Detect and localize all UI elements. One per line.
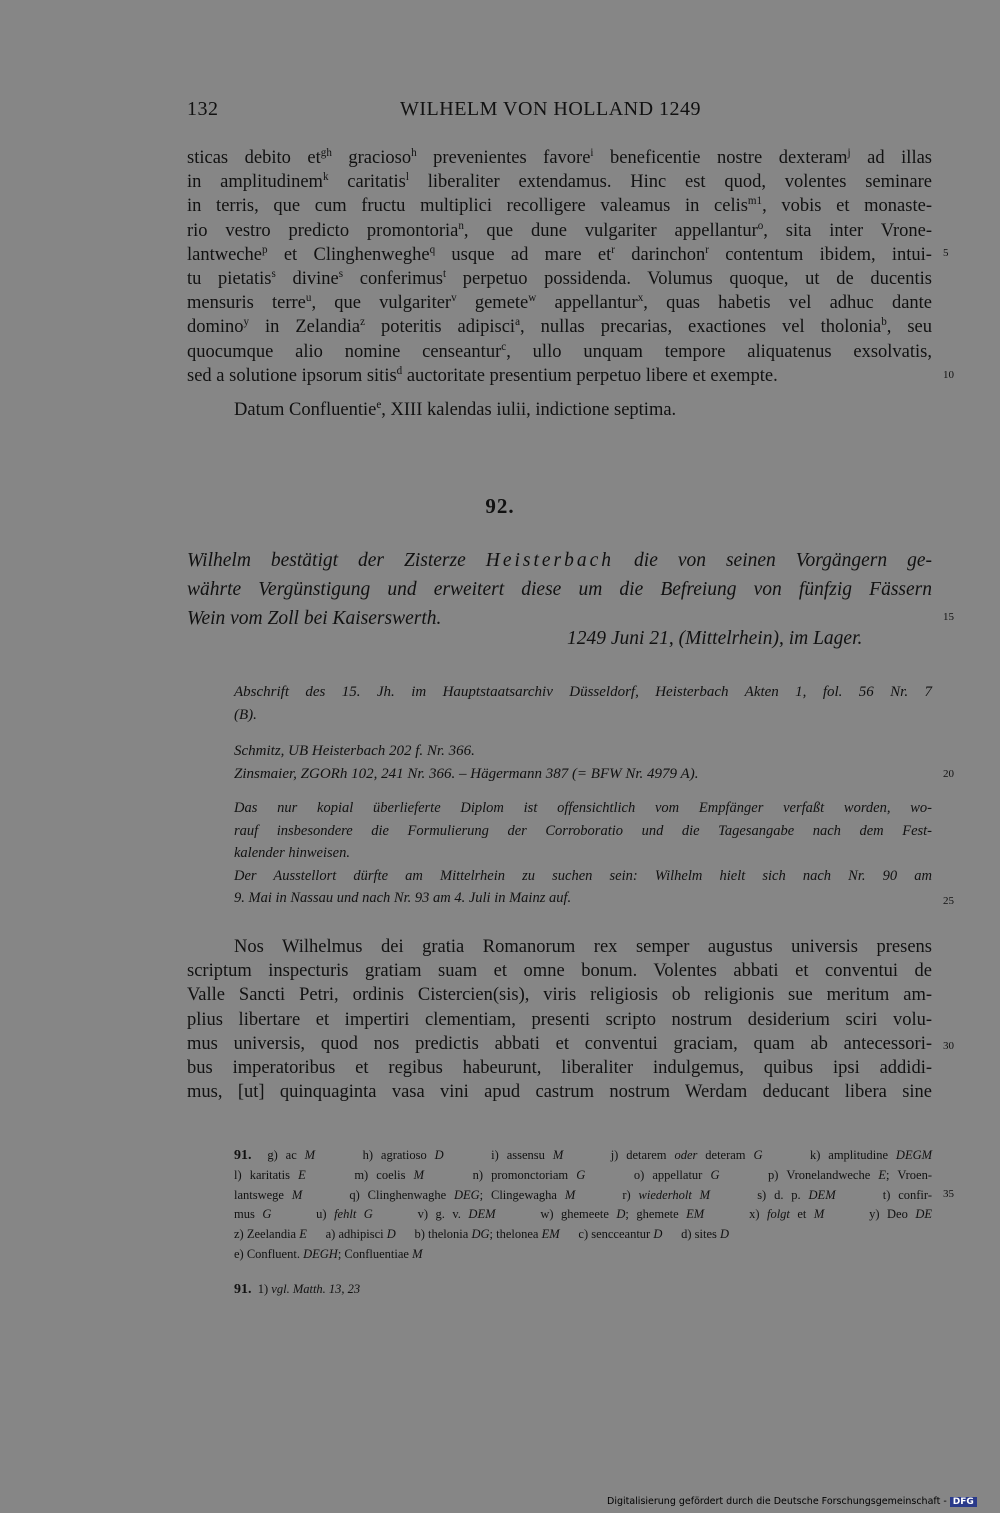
prev-doc-line: rio vestro predicto promontoria$^n$, que dune vulgariter appellantur$^o$, sita inter Vrone- bbox=[187, 219, 932, 241]
main-text-line: Nos Wilhelmus dei gratia Romanorum rex semper augustus universis presens bbox=[234, 937, 932, 957]
line-number: 10 bbox=[943, 369, 954, 381]
comment-line: Der Ausstellort dürfte am Mittelrhein zu suchen sein: Wilhelm hielt sich nach Nr. 90 am bbox=[234, 867, 932, 884]
regest-date: 1249 Juni 21, (Mittelrhein), im Lager. bbox=[567, 628, 863, 649]
footnote-line: 91. g) ac M h) agratioso D i) assensu M j) detarem oder deteram G k) amplitudine DEGM bbox=[234, 1148, 933, 1163]
footnote-line: z) Zeelandia E a) adhipisci D b) thelonia DG; thelonea EM c) sencceantur D d) sites D bbox=[234, 1227, 730, 1242]
footnote-2: 91. 1) vgl. Matth. 13, 23 bbox=[234, 1282, 361, 1297]
main-text-line: mus universis, quod nos predictis abbati et conventui graciam, quam ab antecessori- bbox=[187, 1033, 932, 1054]
prev-doc-line: sed a solutione ipsorum sitis$^d$ auctoritate presentium perpetuo libere et exempte. bbox=[187, 364, 778, 386]
datum-line: Datum Confluentie$^e$, XIII kalendas iulii, indictione septima. bbox=[234, 398, 677, 420]
main-text-line: scriptum inspecturis gratiam suam et omne bonum. Volentes abbati et conventui de bbox=[187, 961, 932, 982]
main-text-line: mus, [ut] quinquaginta vasa vini apud castrum nostrum Werdam deducant libera sine bbox=[187, 1082, 932, 1103]
literature-line: Zinsmaier, ZGORh 102, 241 Nr. 366. – Hägermann 387 (= BFW Nr. 4979 A). bbox=[234, 765, 699, 782]
prev-doc-text bbox=[187, 146, 932, 388]
line-number: 30 bbox=[943, 1040, 954, 1052]
comment-line: 9. Mai in Nassau und nach Nr. 93 am 4. Juli in Mainz auf. bbox=[234, 890, 572, 906]
page-number: 132 bbox=[187, 98, 219, 120]
line-number: 5 bbox=[943, 247, 949, 259]
prev-doc-line: lantweche$^p$ et Clinghenweghe$^q$ usque ad mare $et^r$ darinchon$^r$ contentum ibidem, intui- bbox=[187, 243, 932, 265]
regest-line: Wilhelm bestätigt der Zisterze Heisterbach die von seinen Vorgängern ge- bbox=[187, 550, 932, 571]
main-text-line: bus imperatoribus et regibus habeurunt, liberaliter indulgemus, quibus ipsi addidi- bbox=[187, 1057, 932, 1078]
regest-line: währte Vergünstigung und erweitert diese um die Befreiung von fünfzig Fässern bbox=[187, 579, 932, 600]
footnote-line: l) karitatis E m) coelis M n) promonctoriam G o) appellatur G p) Vronelandweche E; Vroen- bbox=[234, 1167, 932, 1182]
document-number: 92. bbox=[485, 494, 515, 518]
literature-line: Schmitz, UB Heisterbach 202 f. Nr. 366. bbox=[234, 743, 475, 759]
prev-doc-line: quocumque alio nomine censeantur$^c$, ullo unquam tempore aliquatenus exsolvatis, bbox=[187, 340, 933, 362]
line-number: 15 bbox=[943, 611, 954, 623]
source-line: Abschrift des 15. Jh. im Hauptstaatsarchiv Düsseldorf, Heisterbach Akten 1, fol. 56 Nr. 7 bbox=[234, 684, 932, 700]
comment-line: rauf insbesondere die Formulierung der Corroboratio und die Tagesangabe nach dem Fest- bbox=[234, 822, 932, 839]
prev-doc-line: sticas debito $et^{gh}$ gracioso$^h$ prevenientes favore$^i$ beneficentie nostre dexteram$^j$ ad illas bbox=[187, 146, 932, 168]
prev-doc-line: in amplitudinem$^k$ caritatis$^l$ liberaliter extendamus. Hinc est quod, volentes seminare bbox=[187, 171, 932, 193]
funding-credit bbox=[607, 1496, 977, 1507]
main-text-line: Valle Sancti Petri, ordinis Cistercien(sis), viris religiosis ob religionis sue meritum am- bbox=[187, 985, 932, 1006]
main-text bbox=[187, 935, 932, 1104]
comment-line: kalender hinweisen. bbox=[234, 845, 350, 861]
footnote-line: e) Confluent. DEGH; Confluentiae M bbox=[234, 1246, 423, 1261]
main-text-line: plius libertare et impertiri clementiam, presenti scripto nostrum desiderium sciri volu- bbox=[187, 1009, 932, 1030]
footnote-line: mus G u) fehlt G v) g. v. DEM w) ghemeete D; ghemete EM x) folgt et M y) Deo DE bbox=[234, 1207, 932, 1222]
line-number: 35 bbox=[943, 1188, 954, 1200]
line-number: 20 bbox=[943, 768, 954, 780]
comment-line: Das nur kopial überlieferte Diplom ist offensichtlich vom Empfänger verfaßt worden, wo- bbox=[234, 800, 932, 816]
footnotes bbox=[234, 1146, 932, 1265]
regest-line: Wein vom Zoll bei Kaiserswerth. bbox=[187, 608, 442, 629]
line-number: 25 bbox=[943, 895, 954, 907]
prev-doc-line: domino$^y$ in Zelandia$^z$ poteritis adipisci$^a$, nullas precarias, exactiones vel tholonia$^b$, seu bbox=[187, 316, 932, 338]
funding-credit-text: Digitalisierung gefördert durch die Deutsche Forschungsgemeinschaft - bbox=[607, 1496, 947, 1507]
comment-note bbox=[234, 797, 932, 910]
prev-doc-line: tu pietatis$^s$ divine$^s$ conferimus$^t$ perpetuo possidenda. Volumus quoque, ut de ducentis bbox=[187, 267, 932, 289]
literature-note bbox=[234, 740, 932, 785]
running-title: WILHELM VON HOLLAND 1249 bbox=[400, 98, 702, 120]
regest bbox=[187, 546, 932, 633]
dfg-logo: DFG bbox=[950, 1497, 977, 1507]
footnote-line: lantswege M q) Clinghenwaghe DEG; Clingewagha M r) wiederholt M s) d. p. DEM t) confir- bbox=[234, 1187, 932, 1202]
source-line: (B). bbox=[234, 706, 257, 723]
prev-doc-line: mensuris terre$^u$, que vulgariter$^v$ gemete$^w$ appellantur$^x$, quas habetis vel adhuc dante bbox=[187, 291, 933, 314]
source-note bbox=[234, 681, 932, 726]
prev-doc-line: in terris, que cum fructu multiplici recolligere valeamus in celis$^{m1}$, vobis et monaste- bbox=[187, 195, 932, 217]
